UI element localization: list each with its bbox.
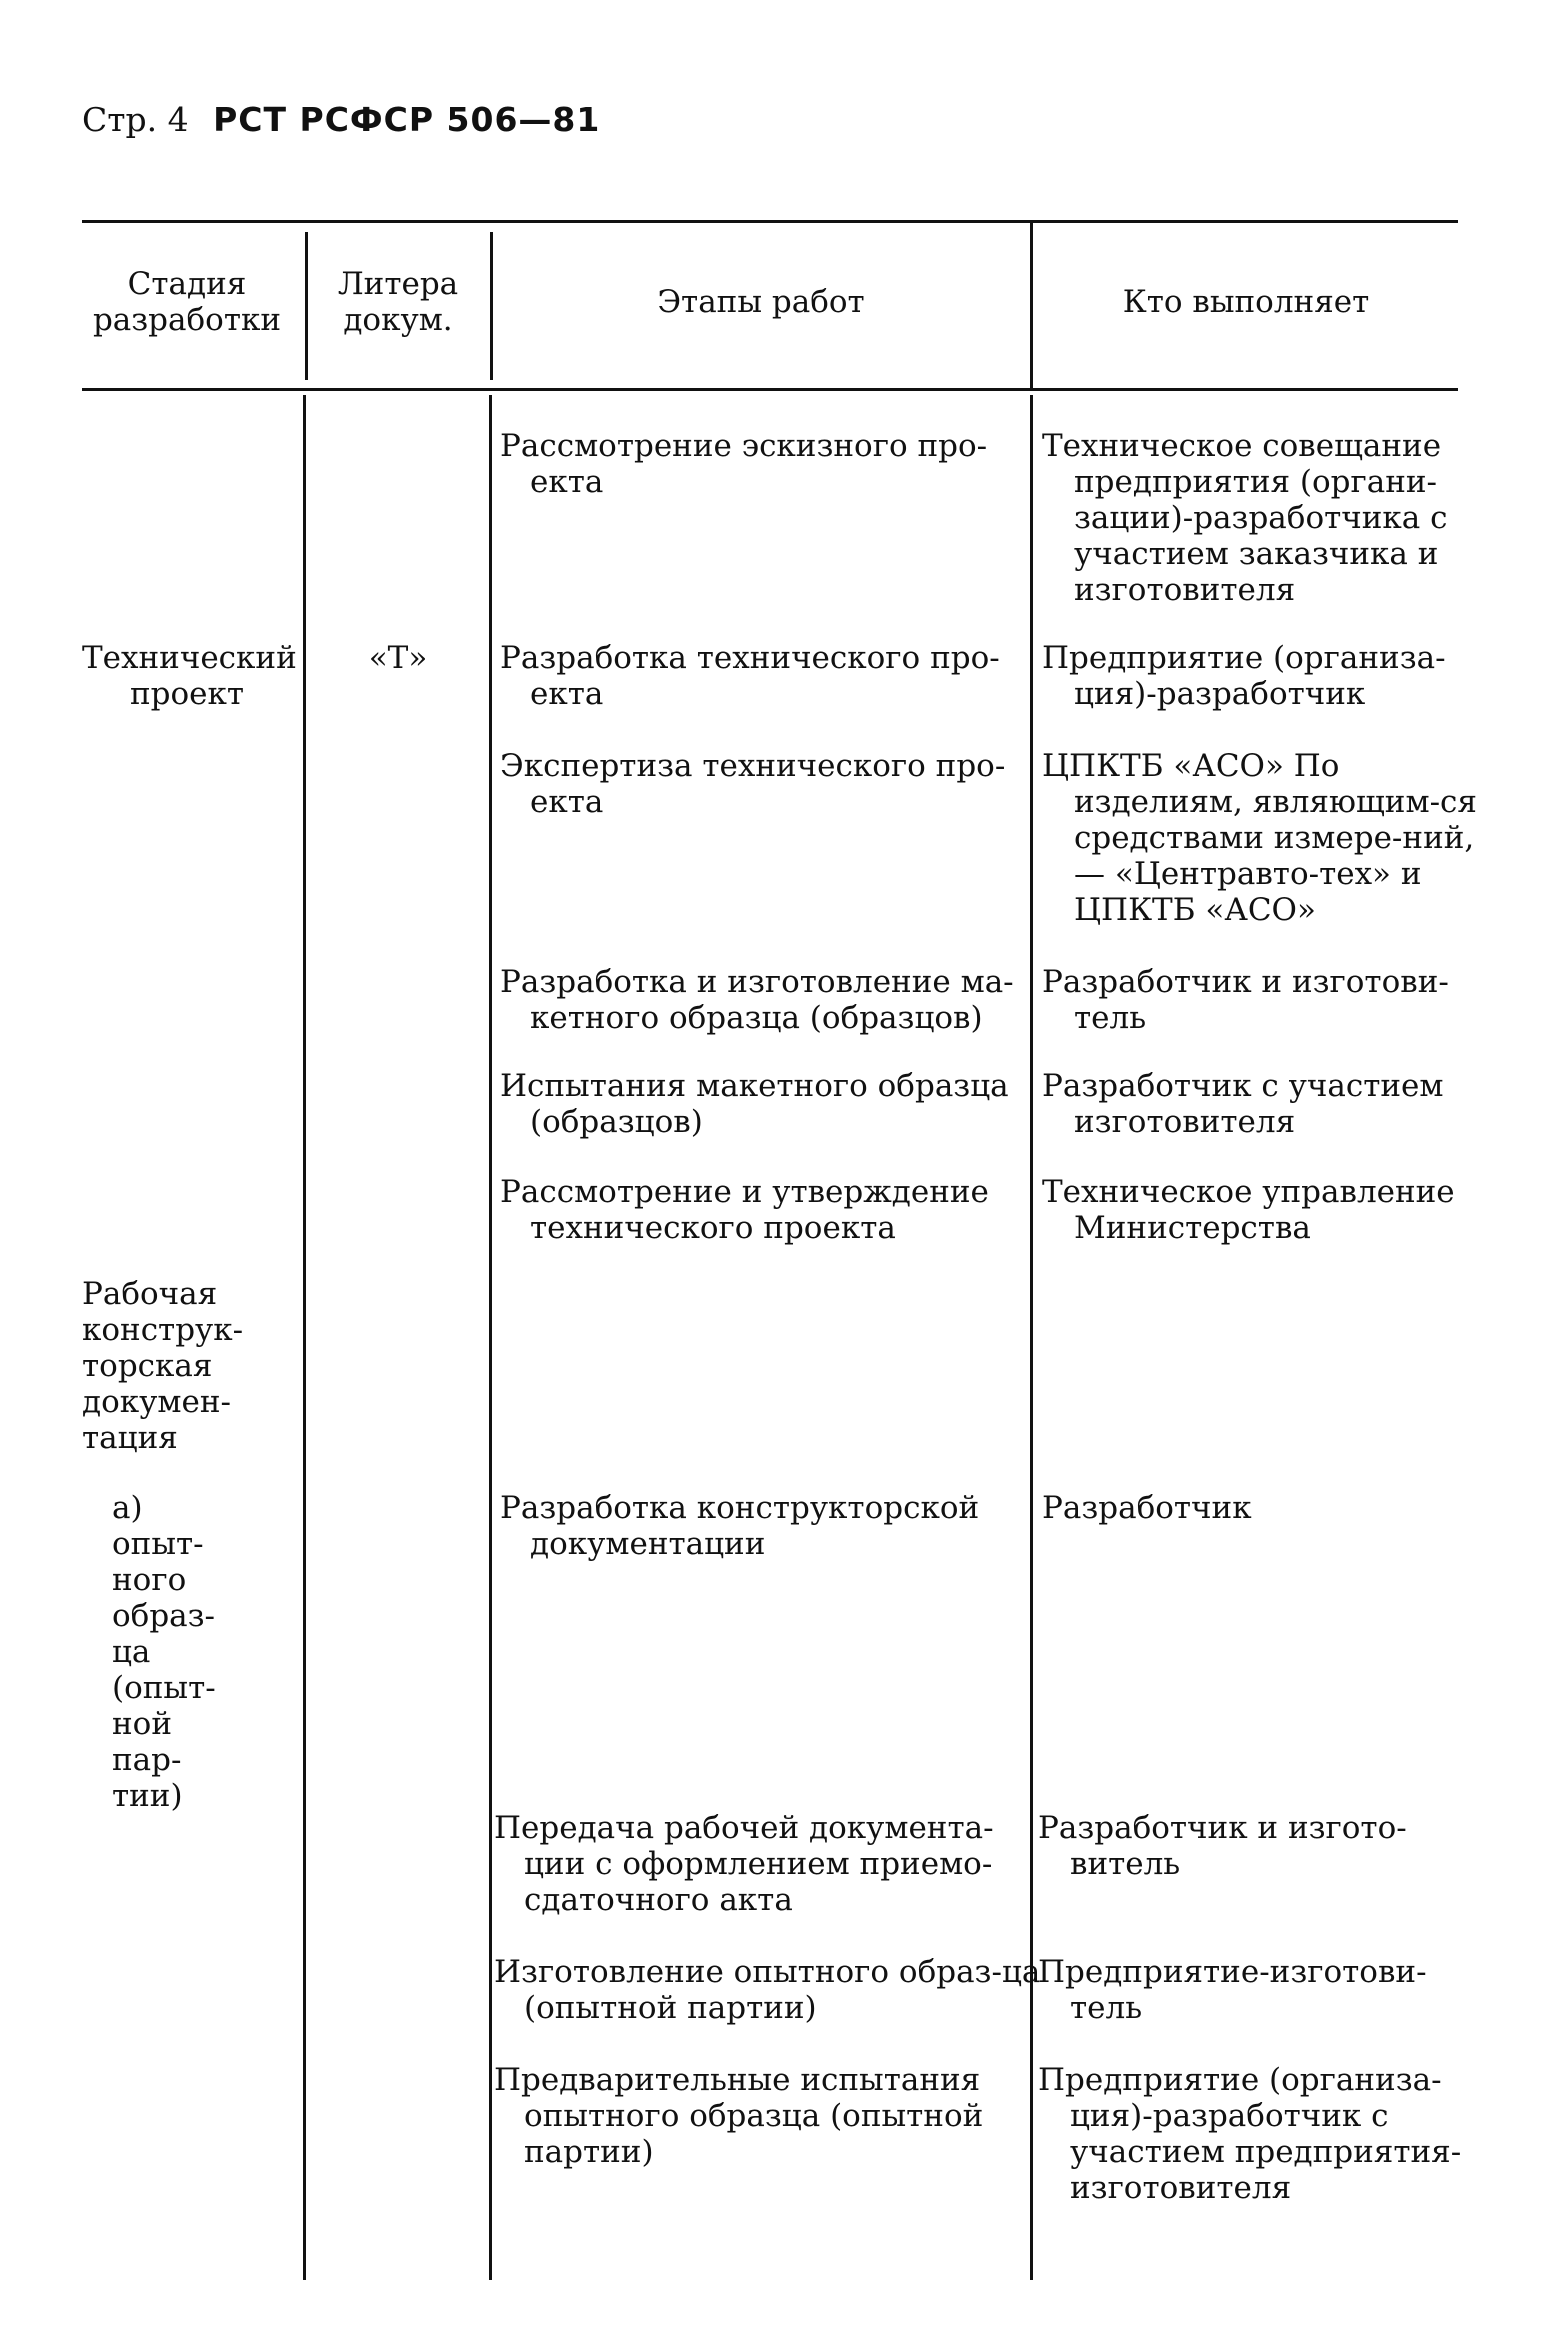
performer-8: Разработчик и изгото-витель [1038,1810,1407,1882]
performer-3: ЦПКТБ «АСО» По изделиям, являющим-ся средствами измере-ний, — «Центравто-тех» и ЦПКТБ «АСО» [1042,748,1477,928]
column-divider-1 [305,232,308,380]
step-4: Разработка и изготовление ма-кетного образца (образцов) [500,964,1014,1036]
column-header-letter: Литера докум. [337,266,459,338]
step-3: Экспертиза технического про-екта [500,748,1006,820]
step-2: Разработка технического про-екта [500,640,1000,712]
performer-10: Предприятие (организа-ция)-разработчик с участием предприятия-изготовителя [1038,2062,1462,2206]
column-header-stage: Стадия разработки [92,266,282,338]
column-divider-3 [1030,222,1033,388]
step-10: Предварительные испытания опытного образца (опытной партии) [494,2062,984,2170]
column-header-steps: Этапы работ [657,284,865,320]
performer-1: Техническое совещание предприятия (органи-зации)-разработчика с участием заказчика и изготовителя [1042,428,1448,608]
standard-code: РСТ РСФСР 506—81 [213,100,601,139]
performer-6: Техническое управление Министерства [1042,1174,1455,1246]
performer-2: Предприятие (организа-ция)-разработчик [1042,640,1446,712]
stage-technical-project: Технический проект [82,640,297,712]
performer-4: Разработчик и изготови-тель [1042,964,1449,1036]
step-1: Рассмотрение эскизного про-екта [500,428,988,500]
step-8: Передача рабочей документа-ции с оформлением приемо-сдаточного акта [494,1810,994,1918]
step-6: Рассмотрение и утверждение технического проекта [500,1174,989,1246]
step-9: Изготовление опытного образ-ца (опытной партии) [494,1954,1041,2026]
stage-working-documentation: Рабочая конструк-торская докумен-тация [82,1276,244,1456]
page-number: Стр. 4 [82,100,189,139]
column-header-performer: Кто выполняет [1122,284,1370,320]
performer-7: Разработчик [1042,1490,1252,1526]
performer-9: Предприятие-изготови-тель [1038,1954,1427,2026]
stage-letter: «Т» [368,640,428,676]
page-header [82,100,600,139]
column-divider-2-body [489,395,492,2280]
step-5: Испытания макетного образца (образцов) [500,1068,1009,1140]
header-bottom-rule [82,388,1458,391]
column-divider-1-body [303,395,306,2280]
column-divider-2 [490,232,493,380]
stage-prototype: а) опыт-ного образ-ца (опыт-ной пар-тии) [112,1490,216,1814]
table-top-rule [82,220,1458,223]
performer-5: Разработчик с участием изготовителя [1042,1068,1444,1140]
step-7: Разработка конструкторской документации [500,1490,980,1562]
